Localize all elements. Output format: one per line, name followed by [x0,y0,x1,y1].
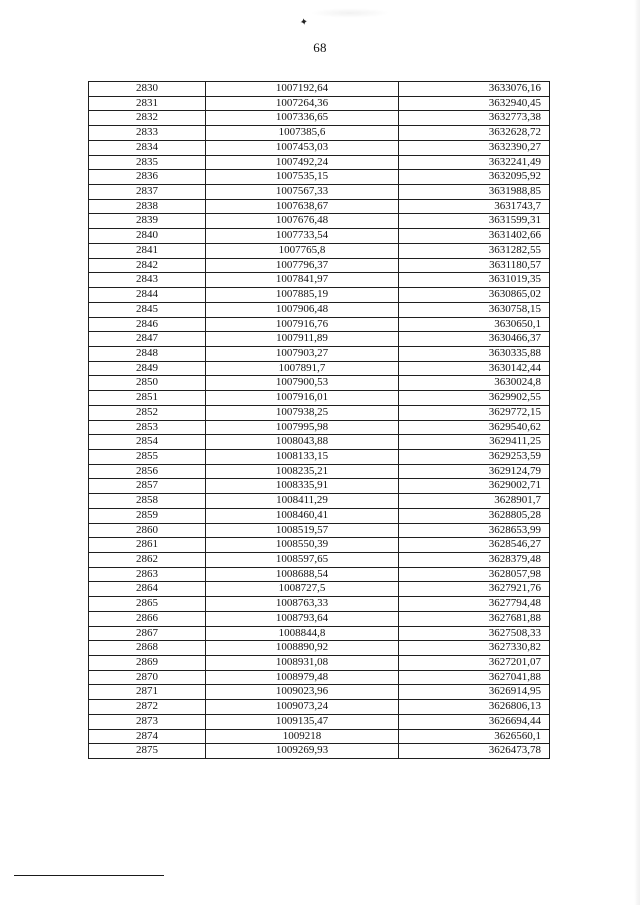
table-row [89,714,550,729]
point-number-cell: 2866 [89,611,206,626]
x-coordinate-cell: 1007676,48 [206,214,399,229]
coordinates-table-body [89,82,550,759]
scan-smudge [310,8,390,18]
scan-mark-icon: ✦ [299,16,310,29]
x-coordinate-cell: 1007911,89 [206,332,399,347]
point-number-cell: 2863 [89,567,206,582]
point-number-cell: 2874 [89,729,206,744]
table-row [89,317,550,332]
point-number-cell: 2847 [89,332,206,347]
point-number-cell: 2871 [89,685,206,700]
table-row [89,170,550,185]
table-row [89,449,550,464]
point-number-cell: 2835 [89,155,206,170]
table-row [89,185,550,200]
table-row [89,597,550,612]
y-coordinate-cell: 3632940,45 [399,96,550,111]
y-coordinate-cell: 3631743,7 [399,199,550,214]
table-row [89,538,550,553]
point-number-cell: 2858 [89,494,206,509]
point-number-cell: 2830 [89,82,206,97]
table-row [89,479,550,494]
x-coordinate-cell: 1007796,37 [206,258,399,273]
x-coordinate-cell: 1007906,48 [206,302,399,317]
table-row [89,229,550,244]
x-coordinate-cell: 1009269,93 [206,744,399,759]
point-number-cell: 2845 [89,302,206,317]
table-row [89,273,550,288]
table-row [89,685,550,700]
table-row [89,302,550,317]
y-coordinate-cell: 3629002,71 [399,479,550,494]
table-row [89,376,550,391]
point-number-cell: 2842 [89,258,206,273]
y-coordinate-cell: 3632628,72 [399,126,550,141]
x-coordinate-cell: 1007765,8 [206,243,399,258]
table-row [89,243,550,258]
point-number-cell: 2855 [89,449,206,464]
x-coordinate-cell: 1008979,48 [206,670,399,685]
x-coordinate-cell: 1008550,39 [206,538,399,553]
point-number-cell: 2875 [89,744,206,759]
x-coordinate-cell: 1007264,36 [206,96,399,111]
y-coordinate-cell: 3628546,27 [399,538,550,553]
point-number-cell: 2865 [89,597,206,612]
y-coordinate-cell: 3629411,25 [399,435,550,450]
y-coordinate-cell: 3629253,59 [399,449,550,464]
x-coordinate-cell: 1008519,57 [206,523,399,538]
x-coordinate-cell: 1009023,96 [206,685,399,700]
x-coordinate-cell: 1008793,64 [206,611,399,626]
y-coordinate-cell: 3626806,13 [399,700,550,715]
point-number-cell: 2844 [89,288,206,303]
point-number-cell: 2868 [89,641,206,656]
x-coordinate-cell: 1009135,47 [206,714,399,729]
y-coordinate-cell: 3632390,27 [399,140,550,155]
table-row [89,126,550,141]
table-row [89,553,550,568]
point-number-cell: 2833 [89,126,206,141]
point-number-cell: 2869 [89,656,206,671]
table-row [89,332,550,347]
y-coordinate-cell: 3629902,55 [399,391,550,406]
y-coordinate-cell: 3627508,33 [399,626,550,641]
point-number-cell: 2867 [89,626,206,641]
y-coordinate-cell: 3631402,66 [399,229,550,244]
x-coordinate-cell: 1008890,92 [206,641,399,656]
point-number-cell: 2840 [89,229,206,244]
table-row [89,405,550,420]
x-coordinate-cell: 1007995,98 [206,420,399,435]
point-number-cell: 2850 [89,376,206,391]
table-row [89,744,550,759]
point-number-cell: 2841 [89,243,206,258]
point-number-cell: 2864 [89,582,206,597]
table-row [89,288,550,303]
table-row [89,214,550,229]
table-row [89,582,550,597]
table-row [89,258,550,273]
y-coordinate-cell: 3628379,48 [399,553,550,568]
point-number-cell: 2872 [89,700,206,715]
y-coordinate-cell: 3626473,78 [399,744,550,759]
point-number-cell: 2854 [89,435,206,450]
table-row [89,155,550,170]
x-coordinate-cell: 1007336,65 [206,111,399,126]
point-number-cell: 2862 [89,553,206,568]
point-number-cell: 2848 [89,346,206,361]
table-row [89,464,550,479]
x-coordinate-cell: 1007192,64 [206,82,399,97]
table-row [89,435,550,450]
y-coordinate-cell: 3627330,82 [399,641,550,656]
point-number-cell: 2831 [89,96,206,111]
table-row [89,494,550,509]
y-coordinate-cell: 3626560,1 [399,729,550,744]
x-coordinate-cell: 1007916,76 [206,317,399,332]
table-row [89,346,550,361]
point-number-cell: 2851 [89,391,206,406]
point-number-cell: 2860 [89,523,206,538]
point-number-cell: 2859 [89,508,206,523]
point-number-cell: 2856 [89,464,206,479]
x-coordinate-cell: 1009073,24 [206,700,399,715]
x-coordinate-cell: 1007535,15 [206,170,399,185]
y-coordinate-cell: 3630024,8 [399,376,550,391]
table-row [89,729,550,744]
x-coordinate-cell: 1008043,88 [206,435,399,450]
y-coordinate-cell: 3631282,55 [399,243,550,258]
table-row [89,391,550,406]
table-row [89,611,550,626]
x-coordinate-cell: 1007492,24 [206,155,399,170]
y-coordinate-cell: 3627921,76 [399,582,550,597]
x-coordinate-cell: 1008335,91 [206,479,399,494]
x-coordinate-cell: 1007385,6 [206,126,399,141]
table-row [89,508,550,523]
x-coordinate-cell: 1008133,15 [206,449,399,464]
y-coordinate-cell: 3630865,02 [399,288,550,303]
coordinates-table-wrapper [88,81,541,759]
point-number-cell: 2837 [89,185,206,200]
point-number-cell: 2852 [89,405,206,420]
y-coordinate-cell: 3630335,88 [399,346,550,361]
point-number-cell: 2836 [89,170,206,185]
table-row [89,361,550,376]
x-coordinate-cell: 1007638,67 [206,199,399,214]
table-row [89,420,550,435]
y-coordinate-cell: 3631019,35 [399,273,550,288]
y-coordinate-cell: 3632241,49 [399,155,550,170]
x-coordinate-cell: 1008931,08 [206,656,399,671]
y-coordinate-cell: 3630466,37 [399,332,550,347]
table-row [89,199,550,214]
y-coordinate-cell: 3629124,79 [399,464,550,479]
x-coordinate-cell: 1008235,21 [206,464,399,479]
page-edge-shadow [634,0,640,905]
y-coordinate-cell: 3631599,31 [399,214,550,229]
y-coordinate-cell: 3628901,7 [399,494,550,509]
y-coordinate-cell: 3633076,16 [399,82,550,97]
y-coordinate-cell: 3627794,48 [399,597,550,612]
footer-rule [14,875,164,876]
table-row [89,82,550,97]
y-coordinate-cell: 3628057,98 [399,567,550,582]
y-coordinate-cell: 3626914,95 [399,685,550,700]
x-coordinate-cell: 1008844,8 [206,626,399,641]
table-row [89,656,550,671]
x-coordinate-cell: 1007841,97 [206,273,399,288]
point-number-cell: 2843 [89,273,206,288]
x-coordinate-cell: 1007885,19 [206,288,399,303]
x-coordinate-cell: 1008727,5 [206,582,399,597]
x-coordinate-cell: 1008688,54 [206,567,399,582]
x-coordinate-cell: 1007453,03 [206,140,399,155]
y-coordinate-cell: 3629540,62 [399,420,550,435]
point-number-cell: 2857 [89,479,206,494]
x-coordinate-cell: 1007733,54 [206,229,399,244]
x-coordinate-cell: 1007900,53 [206,376,399,391]
y-coordinate-cell: 3628805,28 [399,508,550,523]
coordinates-table [88,81,550,759]
x-coordinate-cell: 1007891,7 [206,361,399,376]
x-coordinate-cell: 1007916,01 [206,391,399,406]
point-number-cell: 2832 [89,111,206,126]
y-coordinate-cell: 3628653,99 [399,523,550,538]
y-coordinate-cell: 3630650,1 [399,317,550,332]
table-row [89,626,550,641]
point-number-cell: 2873 [89,714,206,729]
point-number-cell: 2861 [89,538,206,553]
x-coordinate-cell: 1007938,25 [206,405,399,420]
y-coordinate-cell: 3630142,44 [399,361,550,376]
table-row [89,523,550,538]
x-coordinate-cell: 1008597,65 [206,553,399,568]
x-coordinate-cell: 1009218 [206,729,399,744]
table-row [89,140,550,155]
x-coordinate-cell: 1008763,33 [206,597,399,612]
table-row [89,111,550,126]
y-coordinate-cell: 3627041,88 [399,670,550,685]
point-number-cell: 2853 [89,420,206,435]
table-row [89,567,550,582]
point-number-cell: 2849 [89,361,206,376]
point-number-cell: 2839 [89,214,206,229]
table-row [89,670,550,685]
x-coordinate-cell: 1007903,27 [206,346,399,361]
y-coordinate-cell: 3630758,15 [399,302,550,317]
point-number-cell: 2870 [89,670,206,685]
y-coordinate-cell: 3626694,44 [399,714,550,729]
page-number: 68 [313,40,327,55]
table-row [89,700,550,715]
y-coordinate-cell: 3631180,57 [399,258,550,273]
x-coordinate-cell: 1008411,29 [206,494,399,509]
x-coordinate-cell: 1008460,41 [206,508,399,523]
x-coordinate-cell: 1007567,33 [206,185,399,200]
table-row [89,641,550,656]
point-number-cell: 2834 [89,140,206,155]
y-coordinate-cell: 3629772,15 [399,405,550,420]
y-coordinate-cell: 3627681,88 [399,611,550,626]
table-row [89,96,550,111]
y-coordinate-cell: 3632773,38 [399,111,550,126]
point-number-cell: 2846 [89,317,206,332]
y-coordinate-cell: 3632095,92 [399,170,550,185]
y-coordinate-cell: 3627201,07 [399,656,550,671]
y-coordinate-cell: 3631988,85 [399,185,550,200]
point-number-cell: 2838 [89,199,206,214]
